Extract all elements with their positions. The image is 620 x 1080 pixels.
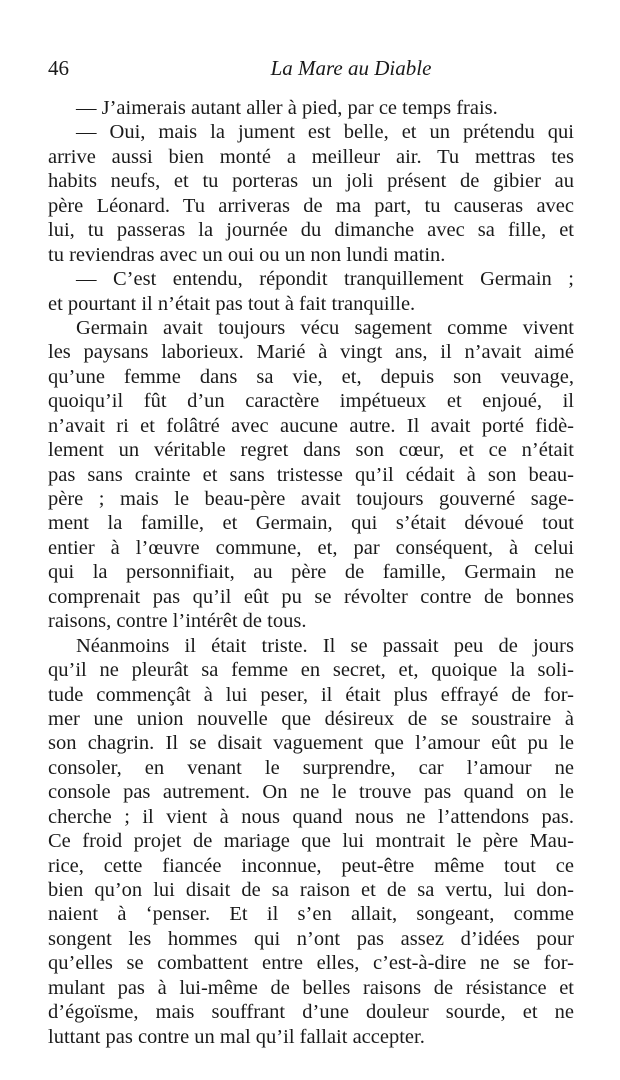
text-line: ment la famille, et Germain, qui s’était dévoué tout [48,512,574,535]
page-header [48,52,574,84]
text-line: Néanmoins il était triste. Il se passait peu de jours [76,634,574,657]
text-line: habits neufs, et tu porteras un joli présent de gibier au [48,170,574,193]
text-line: Ce froid projet de mariage que lui montrait le père Mau- [48,830,574,853]
text-line: les paysans laborieux. Marié à vingt ans, il n’avait aimé [48,341,574,364]
text-line: tude commençât à lui peser, il était plus effrayé de for- [48,683,574,706]
body-text [48,96,574,1049]
book-page [48,52,574,1049]
running-title: La Mare au Diable [270,56,432,80]
text-line: — C’est entendu, répondit tranquillement Germain ; [76,268,574,291]
text-line: bien qu’on lui disait de sa raison et de sa vertu, lui don- [48,879,574,901]
text-line: raisons, contre l’intérêt de tous. [48,610,307,633]
text-line: mulant pas à lui-même de belles raisons de résistance et [48,976,574,999]
text-line: luttant pas contre un mal qu’il fallait accepter. [48,1025,425,1048]
text-line: qui la personnifiait, au père de famille, Germain ne [48,561,574,584]
text-line: — J’aimerais autant aller à pied, par ce temps frais. [76,97,498,119]
text-line: pas sans crainte et sans tristesse qu’il cédait à son beau- [48,463,574,486]
text-line: — Oui, mais la jument est belle, et un prétendu qui [76,121,574,144]
text-line: lement un véritable regret dans son cœur, et ce n’était [48,439,574,462]
text-line: Germain avait toujours vécu sagement comme vivent [76,316,574,339]
text-line: qu’elles se combattent entre elles, c’est-à-dire ne se for- [48,952,574,975]
text-line: tu reviendras avec un oui ou un non lundi matin. [48,243,446,266]
text-line: quoiqu’il fût d’un caractère impétueux et enjoué, il [48,390,574,413]
text-line: arrive aussi bien monté a meilleur air. Tu mettras tes [48,145,574,168]
page-number: 46 [48,56,69,80]
text-line: père ; mais le beau-père avait toujours gouverné sage- [48,488,574,510]
text-line: naient à ‘penser. Et il s’en allait, songeant, comme [48,903,574,926]
text-line: d’égoïsme, mais souffrant d’une douleur sourde, et ne [48,1001,574,1024]
text-line: qu’il ne pleurât sa femme en secret, et, quoique la soli- [48,659,574,682]
text-line: n’avait ri et folâtré avec aucune autre. Il avait porté fidè- [48,414,574,437]
text-line: et pourtant il n’était pas tout à fait tranquille. [48,292,416,315]
text-line: père Léonard. Tu arriveras de ma part, tu causeras avec [48,194,574,217]
text-line: consoler, en venant le surprendre, car l’amour ne [48,756,574,779]
text-line: songent les hommes qui n’ont pas assez d’idées pour [48,927,574,950]
text-line: comprenait pas qu’il eût pu se révolter contre de bonnes [48,585,574,608]
text-line: qu’une femme dans sa vie, et, depuis son veuvage, [48,365,574,388]
text-line: son chagrin. Il se disait vaguement que l’amour eût pu le [48,732,574,755]
text-line: console pas autrement. On ne le trouve pas quand on le [48,781,574,804]
text-line: lui, tu passeras la journée du dimanche avec sa fille, et [48,219,574,242]
text-line: rice, cette fiancée inconnue, peut-être même tout ce [48,854,574,877]
text-line: entier à l’œuvre commune, et, par conséquent, à celui [48,536,574,559]
text-line: cherche ; il vient à nous quand nous ne l’attendons pas. [48,805,574,828]
text-line: mer une union nouvelle que désireux de se soustraire à [48,707,574,730]
